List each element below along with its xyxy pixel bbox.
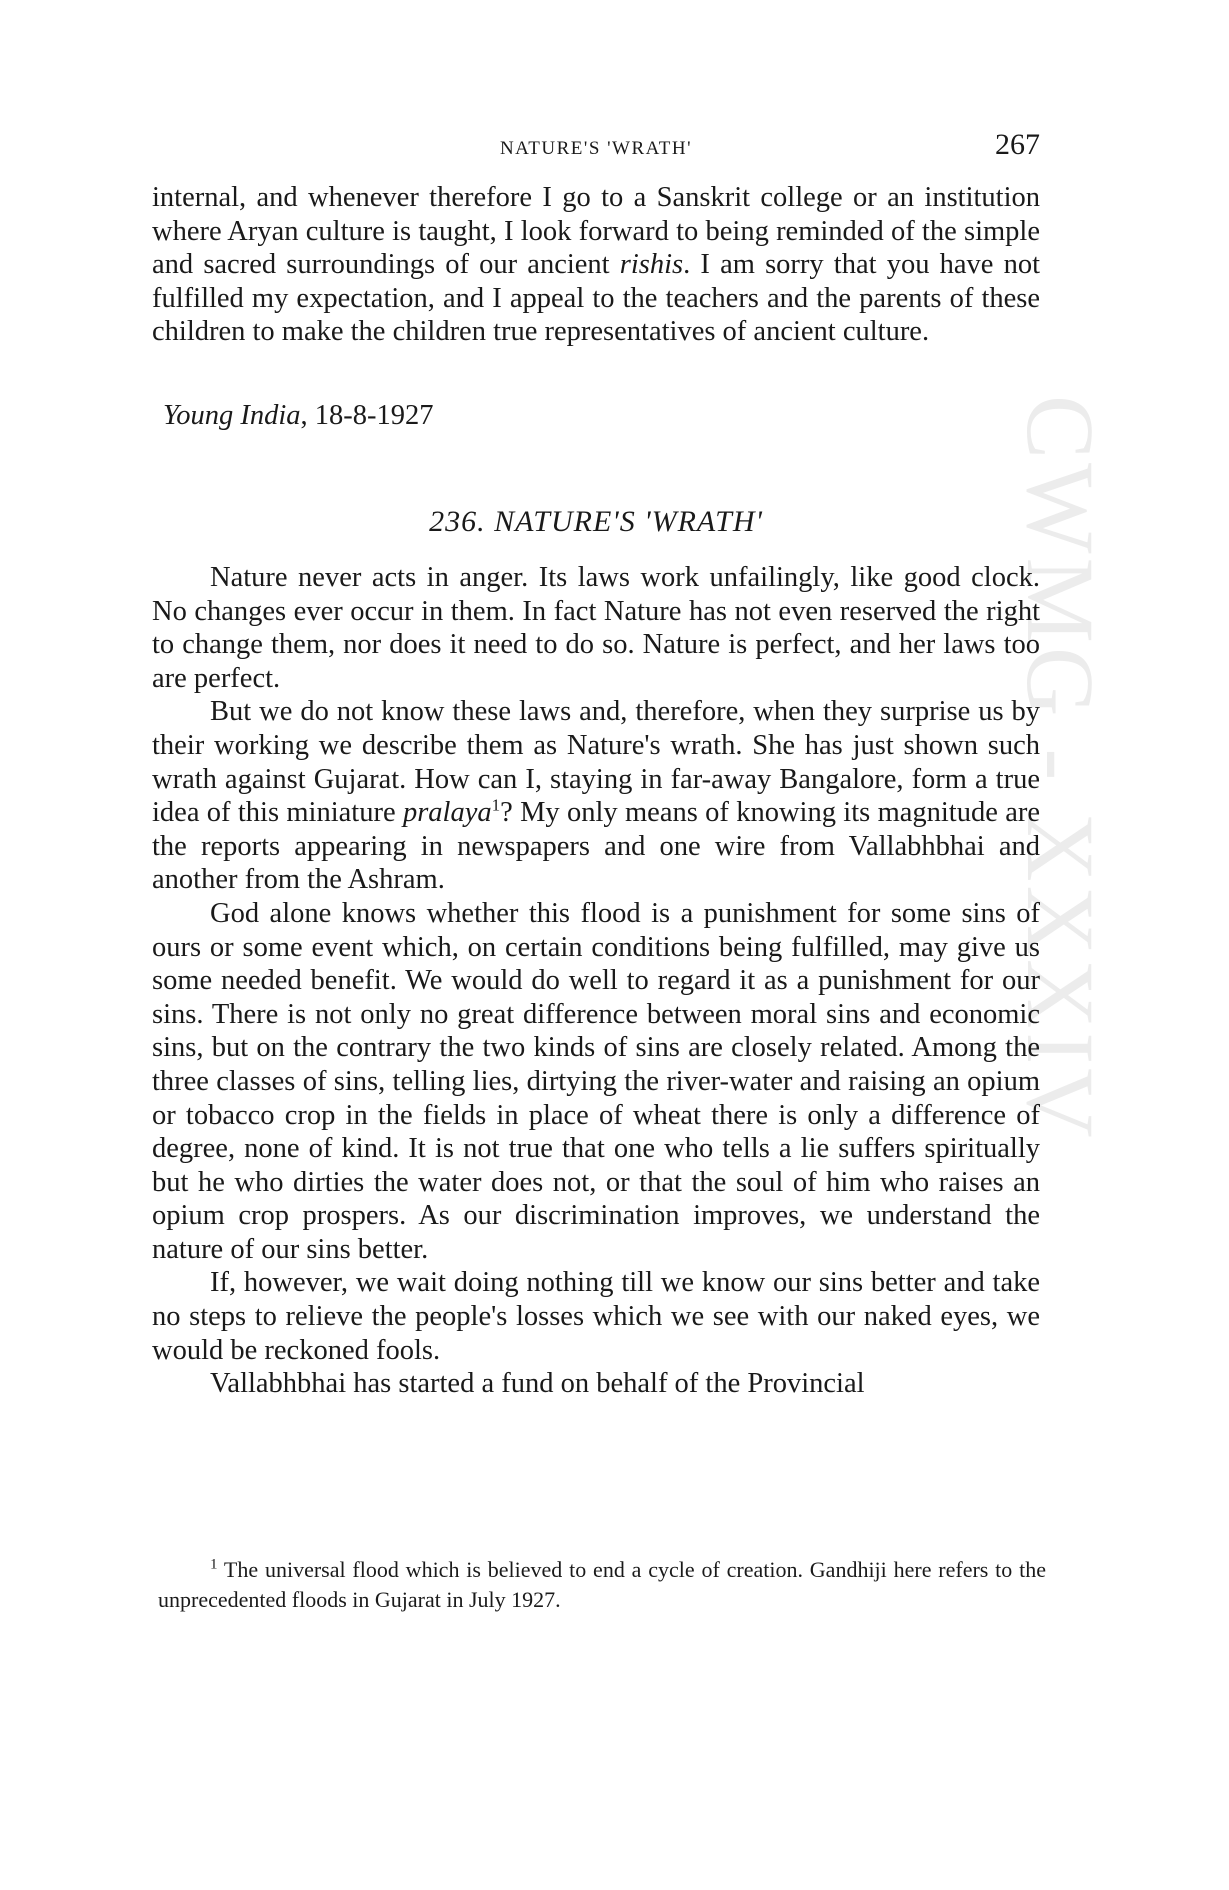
footnote-text [158, 1555, 1046, 1615]
footnote-body: The universal flood which is believed to end a cycle of creation. Gandhiji here refers to the unprecedented floods in Gujarat in July 1927. [158, 1557, 1046, 1612]
source-journal: Young India [163, 400, 301, 431]
paragraph-text: But we do not know these laws and, therefore, when they surprise us by their working we describe them as Nature's wrath. She has just shown such wrath against Gujarat. How can I, staying in far-away Bangalore, form a true idea of this miniature [152, 696, 1040, 829]
page-number: 267 [995, 128, 1040, 161]
section-title: 236. NATURE'S 'WRATH' [429, 505, 763, 538]
paragraph-2 [152, 695, 1040, 897]
paragraph-5: Vallabhbhai has started a fund on behalf of the Provincial [210, 1368, 865, 1400]
source-date: , 18-8-1927 [300, 400, 434, 431]
running-title: NATURE'S 'WRATH' [499, 138, 693, 159]
watermark: CWMG - XXXIV [1007, 395, 1114, 1142]
footnote-mark: 1 [210, 1556, 218, 1573]
italic-term: pralaya [402, 797, 492, 829]
paragraph-4: If, however, we wait doing nothing till we know our sins better and take no steps to relieve the people's losses which we see with our naked eyes, we would be reckoned fools. [152, 1267, 1040, 1366]
paragraph-text: internal, and whenever therefore I go to a Sanskrit college or an institution where Aryan culture is taught, I look forward to being reminded of the simple and sacred surroundings of our ancient [152, 182, 1040, 281]
source-citation [163, 400, 434, 432]
paragraph-1: Nature never acts in anger. Its laws work unfailingly, like good clock. No changes ever occur in them. In fact Nature has not even reserved the right to change them, nor does it need to do so. Nature is perfect, and her laws too are perfect. [152, 562, 1040, 694]
continued-paragraph [152, 181, 1040, 349]
italic-term: rishis [619, 249, 684, 281]
paragraph-text: . I am sorry that you have not fulfilled my expectation, and I appeal to the teachers and the parents of these children to make the children true representatives of ancient culture. [152, 249, 1040, 348]
running-head [152, 128, 1040, 168]
section-body [152, 561, 1040, 1401]
paragraph-3: God alone knows whether this flood is a punishment for some sins of ours or some event which, on certain conditions being fulfilled, may give us some needed benefit. We would do well to regard it as a punishment for our sins. There is not only no great difference between moral sins and economic sins, but on the contrary the two kinds of sins are closely related. Among the three classes of sins, telling lies, dirtying the river-water and raising an opium or tobacco crop in the fields in place of wheat there is only a difference of degree, none of kind. It is not true that one who tells a lie suffers spiritually but he who dirties the water does not, or that the soul of him who raises an opium crop prospers. As our discrimination improves, we understand the nature of our sins better. [152, 897, 1040, 1265]
paragraph-text: ? My only means of knowing its magnitude are the reports appearing in newspapers and one wire from Vallabhbhai and another from the Ashram. [152, 797, 1040, 896]
footnote [158, 1555, 1046, 1615]
footnote-reference[interactable]: 1 [491, 795, 501, 815]
continued-text-block [152, 181, 1040, 349]
